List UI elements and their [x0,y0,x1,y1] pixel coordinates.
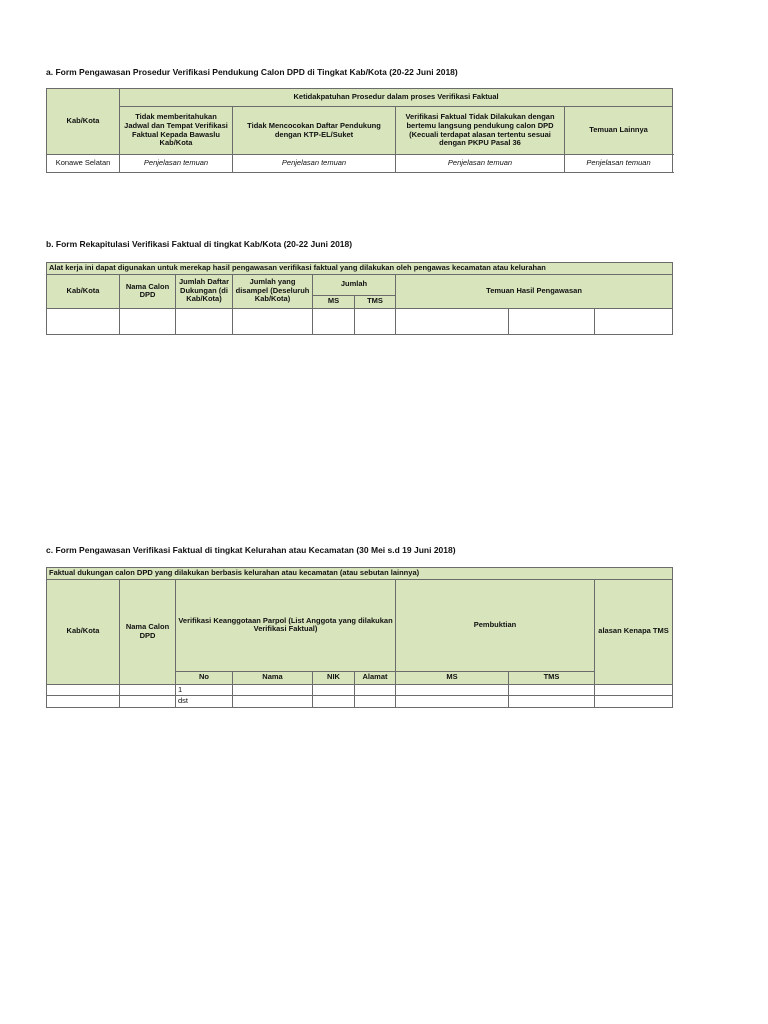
cell-penjelasan-3: Penjelasan temuan [396,155,565,173]
empty-cell [313,308,355,334]
section-b-title: b. Form Rekapitulasi Verifikasi Faktual di tingkat Kab/Kota (20-22 Juni 2018) [46,239,353,249]
empty-cell [120,696,176,708]
section-b-caption: Alat kerja ini dapat digunakan untuk merekap hasil pengawasan verifikasi faktual yang dilakukan oleh pengawas kecamatan atau kelurahan [47,263,673,275]
cell-penjelasan-4: Penjelasan temuan [565,155,673,173]
header-jumlah-sampel: Jumlah yang disampel (Deseluruh Kab/Kota) [233,274,313,308]
empty-cell [509,696,595,708]
empty-cell [509,308,595,334]
empty-cell [313,696,355,708]
table-row [47,308,673,334]
header-kabkota: Kab/Kota [47,579,120,684]
header-temuan-lainnya: Temuan Lainnya [565,107,673,155]
table-row [47,684,673,696]
cell-no: dst [176,696,233,708]
header-ketidakpatuhan: Ketidakpatuhan Prosedur dalam proses Verifikasi Faktual [120,89,673,107]
header-tms: TMS [355,295,396,308]
cell-no: 1 [176,684,233,696]
header-nama-calon: Nama Calon DPD [120,274,176,308]
header-tidak-memberitahukan: Tidak memberitahukan Jadwal dan Tempat Verifikasi Faktual Kepada Bawaslu Kab/Kota [120,107,233,155]
header-ms: MS [313,295,355,308]
cell-kabkota: Konawe Selatan [47,155,120,173]
section-c-caption: Faktual dukungan calon DPD yang dilakukan berbasis kelurahan atau kecamatan (atau sebutan lainnya) [47,568,673,580]
empty-cell [355,696,396,708]
section-a-table [46,88,673,173]
empty-cell [313,684,355,696]
empty-cell [47,308,120,334]
empty-cell [176,308,233,334]
header-tms: TMS [509,671,595,684]
empty-cell [396,684,509,696]
empty-cell [509,684,595,696]
section-a-title: a. Form Pengawasan Prosedur Verifikasi Pendukung Calon DPD di Tingkat Kab/Kota (20-22 Juni 2018) [46,67,458,77]
empty-cell [233,696,313,708]
header-alasan-tms: alasan Kenapa TMS [595,579,673,684]
header-verifikasi-tidak-dilakukan: Verifikasi Faktual Tidak Dilakukan dengan bertemu langsung pendukung calon DPD (Kecuali terdapat alasan tertentu sesuai dengan PKPU Pasal 36 [396,107,565,155]
empty-cell [396,696,509,708]
header-alamat: Alamat [355,671,396,684]
empty-cell [233,684,313,696]
header-jumlah: Jumlah [313,274,396,295]
empty-cell [47,684,120,696]
section-c-title: c. Form Pengawasan Verifikasi Faktual di tingkat Kelurahan atau Kecamatan (30 Mei s.d 19 Juni 2018) [46,545,456,555]
header-jumlah-daftar: Jumlah Daftar Dukungan (di Kab/Kota) [176,274,233,308]
cell-penjelasan-1: Penjelasan temuan [120,155,233,173]
empty-cell [396,308,509,334]
empty-cell [595,684,673,696]
header-ms: MS [396,671,509,684]
header-kabkota: Kab/Kota [47,89,120,155]
section-c-table [46,567,673,708]
empty-cell [120,308,176,334]
empty-cell [595,696,673,708]
section-b-table [46,262,673,335]
header-tidak-mencocokan: Tidak Mencocokan Daftar Pendukung dengan KTP-EL/Suket [233,107,396,155]
header-no: No [176,671,233,684]
empty-cell [355,684,396,696]
header-temuan-hasil: Temuan Hasil Pengawasan [396,274,673,308]
header-verifikasi-keanggotaan: Verifikasi Keanggotaan Parpol (List Anggota yang dilakukan Verifikasi Faktual) [176,579,396,671]
header-kabkota: Kab/Kota [47,274,120,308]
header-nik: NIK [313,671,355,684]
header-pembuktian: Pembuktian [396,579,595,671]
empty-cell [355,308,396,334]
table-row [47,696,673,708]
header-nama-calon: Nama Calon DPD [120,579,176,684]
empty-cell [233,308,313,334]
empty-cell [595,308,673,334]
empty-cell [47,696,120,708]
empty-cell [120,684,176,696]
header-nama: Nama [233,671,313,684]
cell-penjelasan-2: Penjelasan temuan [233,155,396,173]
